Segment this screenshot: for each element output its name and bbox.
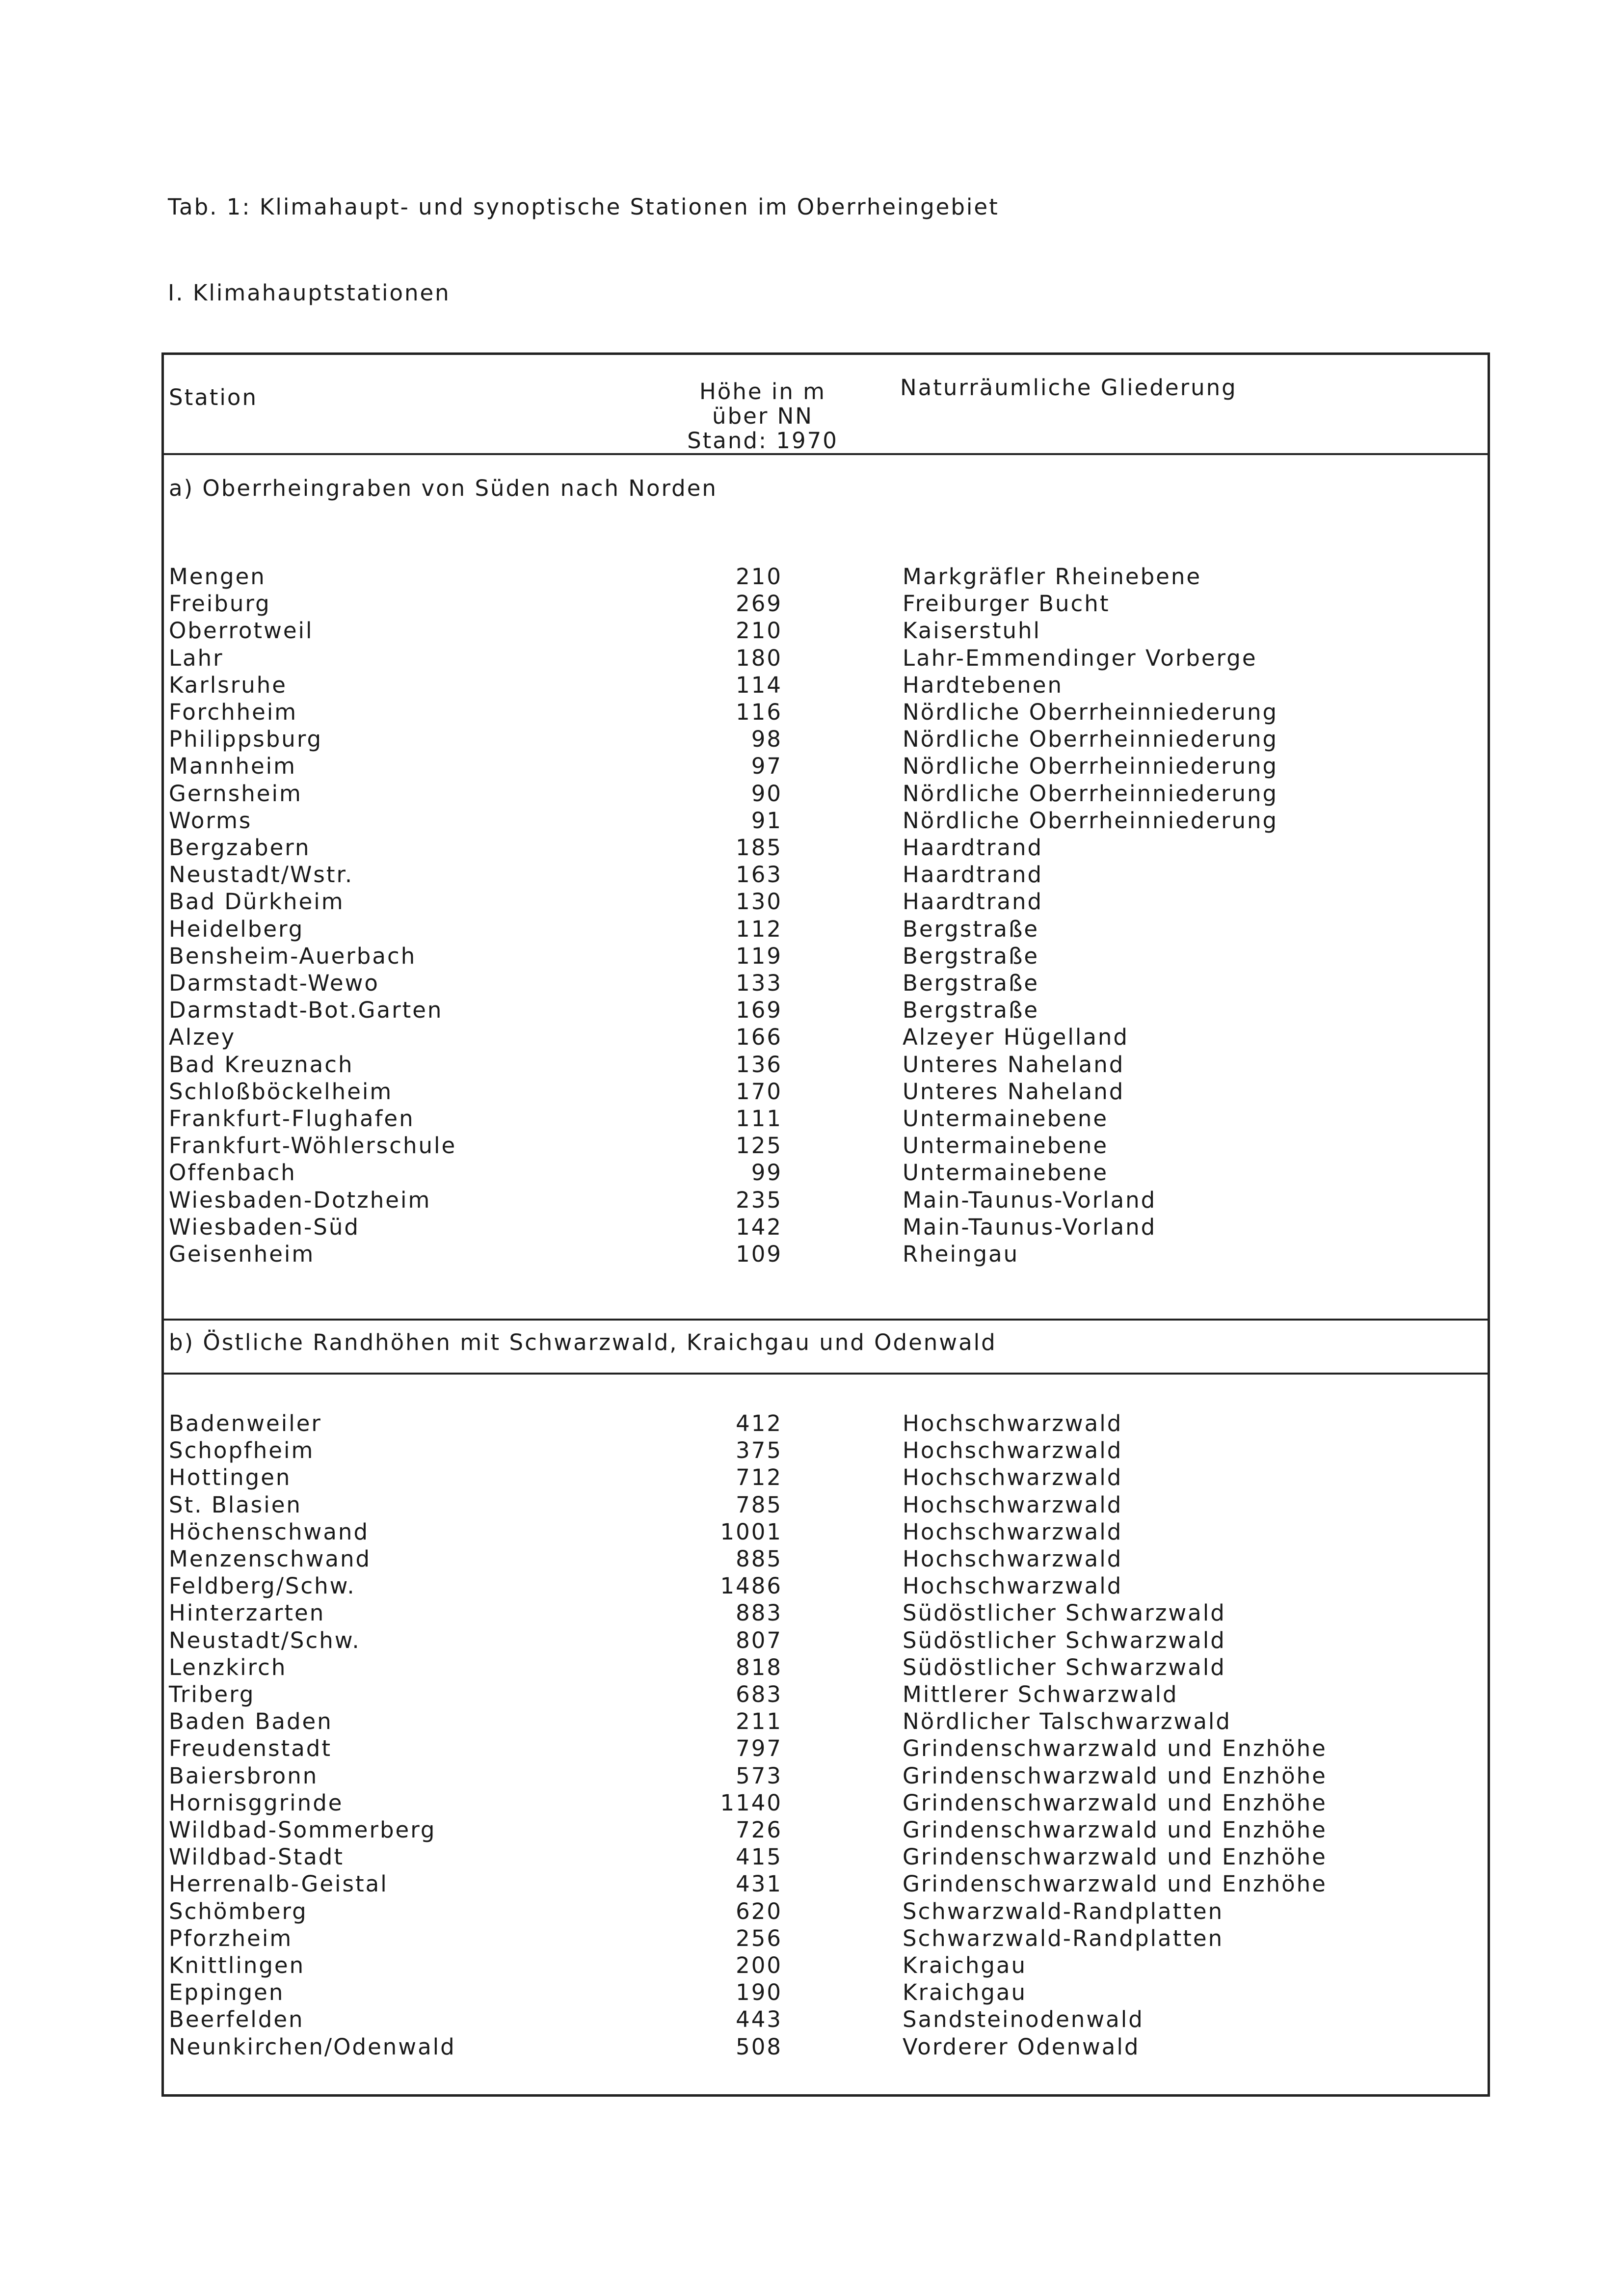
- station-height: 375: [736, 1437, 782, 1464]
- station-name: Feldberg/Schw.: [169, 1573, 356, 1599]
- station-name: Pforzheim: [169, 1925, 293, 1951]
- station-name: Freiburg: [169, 591, 271, 617]
- station-height: 185: [736, 835, 782, 861]
- station-region: Sandsteinodenwald: [903, 2006, 1144, 2033]
- station-region: Vorderer Odenwald: [903, 2033, 1140, 2060]
- station-height: 114: [736, 672, 782, 698]
- station-region: Unteres Naheland: [903, 1051, 1125, 1078]
- station-name: Bad Dürkheim: [169, 889, 345, 915]
- station-height: 119: [736, 943, 782, 969]
- station-name: Gernsheim: [169, 780, 302, 807]
- station-height: 508: [736, 2033, 782, 2060]
- station-height: 573: [736, 1762, 782, 1789]
- station-name: Heidelberg: [169, 916, 304, 942]
- station-region: Schwarzwald-Randplatten: [903, 1898, 1224, 1924]
- station-region: Südöstlicher Schwarzwald: [903, 1654, 1226, 1680]
- station-height: 235: [736, 1187, 782, 1213]
- station-region: Hochschwarzwald: [903, 1518, 1123, 1545]
- station-region: Untermainebene: [903, 1133, 1109, 1159]
- station-name: Philippsburg: [169, 726, 323, 753]
- station-name: Mannheim: [169, 753, 296, 780]
- station-name: Neustadt/Schw.: [169, 1627, 361, 1653]
- station-region: Hochschwarzwald: [903, 1546, 1123, 1572]
- station-region: Grindenschwarzwald und Enzhöhe: [903, 1789, 1327, 1816]
- station-name: Mengen: [169, 564, 266, 590]
- header-station: Station: [169, 384, 258, 410]
- header-height-line2: über NN: [712, 403, 813, 429]
- station-region: Grindenschwarzwald und Enzhöhe: [903, 1871, 1327, 1897]
- station-region: Nördliche Oberrheinniederung: [903, 699, 1278, 725]
- station-region: Hochschwarzwald: [903, 1573, 1123, 1599]
- station-region: Kraichgau: [903, 1979, 1027, 2006]
- station-height: 726: [736, 1817, 782, 1843]
- station-name: Neustadt/Wstr.: [169, 862, 354, 888]
- header-divider: [164, 453, 1488, 455]
- station-name: Lenzkirch: [169, 1654, 287, 1680]
- station-region: Nördlicher Talschwarzwald: [903, 1708, 1231, 1735]
- station-name: Triberg: [169, 1681, 255, 1707]
- station-name: Wildbad-Sommerberg: [169, 1817, 436, 1843]
- station-name: Baden Baden: [169, 1708, 333, 1735]
- station-name: Offenbach: [169, 1160, 296, 1186]
- station-region: Grindenschwarzwald und Enzhöhe: [903, 1844, 1327, 1870]
- station-name: Lahr: [169, 645, 224, 671]
- page-title: Tab. 1: Klimahaupt- und synoptische Stationen im Oberrheingebiet: [168, 194, 999, 220]
- station-name: Hornisggrinde: [169, 1789, 344, 1816]
- station-height: 98: [751, 726, 782, 753]
- station-name: Neunkirchen/Odenwald: [169, 2033, 456, 2060]
- station-name: Wiesbaden-Süd: [169, 1214, 360, 1240]
- station-height: 170: [736, 1078, 782, 1105]
- header-height-line1: Höhe in m: [699, 378, 826, 405]
- station-name: Schopfheim: [169, 1437, 315, 1464]
- header-height: [679, 379, 846, 453]
- station-height: 200: [736, 1952, 782, 1978]
- station-height: 99: [751, 1160, 782, 1186]
- station-height: 90: [751, 780, 782, 807]
- station-region: Südöstlicher Schwarzwald: [903, 1627, 1226, 1653]
- station-region: Nördliche Oberrheinniederung: [903, 726, 1278, 753]
- station-height: 269: [736, 591, 782, 617]
- station-height: 210: [736, 618, 782, 644]
- station-region: Haardtrand: [903, 889, 1043, 915]
- station-name: Schömberg: [169, 1898, 308, 1924]
- station-height: 142: [736, 1214, 782, 1240]
- station-region: Grindenschwarzwald und Enzhöhe: [903, 1735, 1327, 1762]
- station-region: Bergstraße: [903, 997, 1039, 1024]
- station-name: Karlsruhe: [169, 672, 287, 698]
- station-height: 211: [736, 1708, 782, 1735]
- station-region: Haardtrand: [903, 835, 1043, 861]
- station-region: Nördliche Oberrheinniederung: [903, 807, 1278, 834]
- station-name: Baiersbronn: [169, 1762, 319, 1789]
- station-name: Geisenheim: [169, 1241, 315, 1267]
- station-height: 180: [736, 645, 782, 671]
- station-name: Oberrotweil: [169, 618, 314, 644]
- station-height: 133: [736, 970, 782, 996]
- station-region: Haardtrand: [903, 862, 1043, 888]
- station-name: Forchheim: [169, 699, 298, 725]
- header-region: Naturräumliche Gliederung: [900, 375, 1237, 401]
- station-name: Badenweiler: [169, 1410, 322, 1436]
- station-name: Knittlingen: [169, 1952, 305, 1978]
- station-name: Bad Kreuznach: [169, 1051, 354, 1078]
- station-height: 130: [736, 889, 782, 915]
- station-height: 1140: [720, 1789, 782, 1816]
- station-height: 125: [736, 1133, 782, 1159]
- group-b-divider: [164, 1373, 1488, 1375]
- station-height: 620: [736, 1898, 782, 1924]
- station-name: Herrenalb-Geistal: [169, 1871, 388, 1897]
- station-region: Nördliche Oberrheinniederung: [903, 753, 1278, 780]
- station-region: Hochschwarzwald: [903, 1437, 1123, 1464]
- station-name: Eppingen: [169, 1979, 285, 2006]
- station-region: Untermainebene: [903, 1106, 1109, 1132]
- station-height: 91: [751, 807, 782, 834]
- station-height: 109: [736, 1241, 782, 1267]
- station-region: Rheingau: [903, 1241, 1019, 1267]
- station-region: Main-Taunus-Vorland: [903, 1214, 1157, 1240]
- station-region: Untermainebene: [903, 1160, 1109, 1186]
- station-region: Bergstraße: [903, 916, 1039, 942]
- station-name: Hottingen: [169, 1464, 292, 1491]
- station-height: 112: [736, 916, 782, 942]
- station-height: 807: [736, 1627, 782, 1653]
- group-b-title: b) Östliche Randhöhen mit Schwarzwald, Kraichgau und Odenwald: [169, 1329, 997, 1355]
- station-height: 1486: [720, 1573, 782, 1599]
- station-height: 683: [736, 1681, 782, 1707]
- station-name: Bergzabern: [169, 835, 311, 861]
- station-region: Unteres Naheland: [903, 1078, 1125, 1105]
- station-name: Menzenschwand: [169, 1546, 372, 1572]
- station-name: Darmstadt-Bot.Garten: [169, 997, 443, 1024]
- station-height: 166: [736, 1024, 782, 1051]
- station-name: Darmstadt-Wewo: [169, 970, 379, 996]
- station-name: Wildbad-Stadt: [169, 1844, 345, 1870]
- station-height: 116: [736, 699, 782, 725]
- station-height: 256: [736, 1925, 782, 1951]
- station-height: 169: [736, 997, 782, 1024]
- station-region: Bergstraße: [903, 970, 1039, 996]
- station-name: Frankfurt-Wöhlerschule: [169, 1133, 457, 1159]
- station-name: Frankfurt-Flughafen: [169, 1106, 415, 1132]
- station-region: Hochschwarzwald: [903, 1491, 1123, 1518]
- station-name: Freudenstadt: [169, 1735, 332, 1762]
- station-height: 415: [736, 1844, 782, 1870]
- station-name: Bensheim-Auerbach: [169, 943, 417, 969]
- station-region: Kaiserstuhl: [903, 618, 1041, 644]
- station-region: Hochschwarzwald: [903, 1410, 1123, 1436]
- station-region: Mittlerer Schwarzwald: [903, 1681, 1178, 1707]
- station-region: Nördliche Oberrheinniederung: [903, 780, 1278, 807]
- station-height: 163: [736, 862, 782, 888]
- station-height: 97: [751, 753, 782, 780]
- station-region: Südöstlicher Schwarzwald: [903, 1600, 1226, 1626]
- station-height: 1001: [720, 1518, 782, 1545]
- header-height-line3: Stand: 1970: [687, 428, 838, 454]
- station-name: Schloßböckelheim: [169, 1078, 393, 1105]
- station-region: Schwarzwald-Randplatten: [903, 1925, 1224, 1951]
- station-height: 885: [736, 1546, 782, 1572]
- station-height: 136: [736, 1051, 782, 1078]
- station-height: 431: [736, 1871, 782, 1897]
- station-height: 785: [736, 1491, 782, 1518]
- station-height: 111: [736, 1106, 782, 1132]
- station-region: Markgräfler Rheinebene: [903, 564, 1202, 590]
- station-name: Hinterzarten: [169, 1600, 325, 1626]
- station-name: Alzey: [169, 1024, 236, 1051]
- station-region: Hardtebenen: [903, 672, 1063, 698]
- station-region: Freiburger Bucht: [903, 591, 1110, 617]
- station-region: Main-Taunus-Vorland: [903, 1187, 1157, 1213]
- station-region: Alzeyer Hügelland: [903, 1024, 1129, 1051]
- station-height: 412: [736, 1410, 782, 1436]
- station-height: 818: [736, 1654, 782, 1680]
- stations-table: [161, 352, 1490, 2097]
- station-height: 210: [736, 564, 782, 590]
- section-title: I. Klimahauptstationen: [168, 280, 451, 306]
- station-name: Worms: [169, 807, 252, 834]
- station-region: Grindenschwarzwald und Enzhöhe: [903, 1817, 1327, 1843]
- station-region: Bergstraße: [903, 943, 1039, 969]
- group-a-divider-top: [164, 1319, 1488, 1321]
- station-name: Höchenschwand: [169, 1518, 370, 1545]
- station-region: Grindenschwarzwald und Enzhöhe: [903, 1762, 1327, 1789]
- station-height: 883: [736, 1600, 782, 1626]
- station-region: Kraichgau: [903, 1952, 1027, 1978]
- station-name: St. Blasien: [169, 1491, 302, 1518]
- station-height: 712: [736, 1464, 782, 1491]
- group-a-title: a) Oberrheingraben von Süden nach Norden: [169, 475, 718, 501]
- station-name: Wiesbaden-Dotzheim: [169, 1187, 431, 1213]
- station-name: Beerfelden: [169, 2006, 304, 2033]
- station-height: 797: [736, 1735, 782, 1762]
- station-region: Hochschwarzwald: [903, 1464, 1123, 1491]
- station-height: 190: [736, 1979, 782, 2006]
- station-height: 443: [736, 2006, 782, 2033]
- station-region: Lahr-Emmendinger Vorberge: [903, 645, 1257, 671]
